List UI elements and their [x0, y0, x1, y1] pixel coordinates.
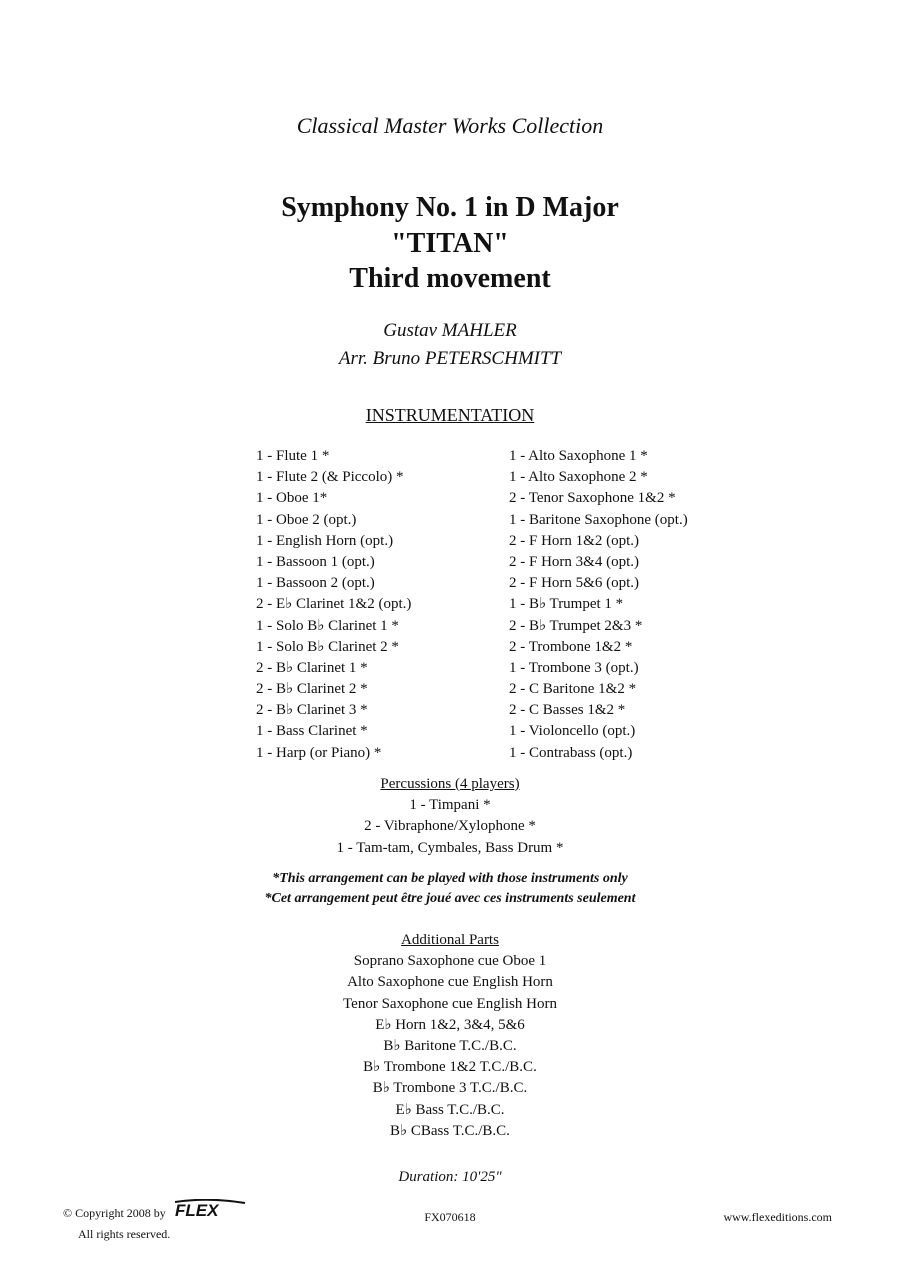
instrument-item: 2 - F Horn 5&6 (opt.) [509, 575, 639, 592]
arranger: Arr. Bruno PETERSCHMITT [338, 348, 562, 369]
additional-part-item: B♭ CBass T.C./B.C. [390, 1122, 510, 1139]
instrument-item: 2 - E♭ Clarinet 1&2 (opt.) [256, 596, 412, 613]
instrument-item: 1 - Solo B♭ Clarinet 2 * [256, 638, 399, 655]
note-french: *Cet arrangement peut être joué avec ces instruments seulement [264, 891, 636, 906]
additional-part-item: B♭ Baritone T.C./B.C. [383, 1037, 517, 1054]
additional-parts-heading: Additional Parts [401, 932, 499, 948]
instrument-item: 2 - B♭ Clarinet 3 * [256, 702, 368, 719]
instrument-item: 1 - Alto Saxophone 2 * [509, 469, 648, 486]
instrument-item: 2 - Tenor Saxophone 1&2 * [509, 490, 676, 507]
instrument-item: 1 - Baritone Saxophone (opt.) [509, 511, 688, 528]
instrument-notes [0, 869, 900, 909]
title-line-2: "TITAN" [391, 228, 509, 259]
copyright-text: © Copyright 2008 by [63, 1206, 166, 1220]
instrument-item: 1 - Bassoon 2 (opt.) [256, 575, 375, 592]
catalog-code: FX070618 [424, 1210, 476, 1224]
instrument-item: 1 - B♭ Trumpet 1 * [509, 596, 624, 613]
instrument-item: 2 - B♭ Clarinet 2 * [256, 681, 368, 698]
title-line-1: Symphony No. 1 in D Major [281, 192, 619, 223]
instrument-item: 1 - Bassoon 1 (opt.) [256, 553, 375, 570]
instrumentation-heading [0, 405, 900, 426]
additional-part-item: Soprano Saxophone cue Oboe 1 [353, 953, 547, 970]
collection-name: Classical Master Works Collection [296, 113, 604, 138]
percussion-item: 1 - Tam-tam, Cymbales, Bass Drum * [336, 839, 564, 856]
instrument-item: 1 - English Horn (opt.) [256, 532, 394, 549]
additional-part-item: E♭ Bass T.C./B.C. [395, 1101, 505, 1118]
instrument-item: 2 - F Horn 1&2 (opt.) [509, 532, 639, 549]
instrument-item: 2 - B♭ Clarinet 1 * [256, 659, 368, 676]
instrument-item: 1 - Bass Clarinet * [256, 723, 368, 740]
instrument-item: 1 - Solo B♭ Clarinet 1 * [256, 617, 399, 634]
instrument-item: 1 - Trombone 3 (opt.) [509, 659, 639, 676]
additional-part-item: B♭ Trombone 3 T.C./B.C. [372, 1080, 528, 1097]
instrument-item: 2 - Trombone 1&2 * [509, 638, 633, 655]
instrument-list-right [509, 446, 688, 764]
instrument-item: 1 - Alto Saxophone 1 * [509, 448, 648, 464]
instrument-item: 2 - C Baritone 1&2 * [509, 681, 637, 698]
note-english: *This arrangement can be played with those instruments only [272, 871, 628, 886]
percussion-section [0, 774, 900, 859]
percussion-item: 2 - Vibraphone/Xylophone * [364, 818, 536, 835]
instrument-item: 1 - Oboe 2 (opt.) [256, 511, 357, 528]
instrument-item: 1 - Oboe 1* [256, 490, 328, 507]
percussion-item: 1 - Timpani * [409, 797, 491, 814]
instrument-item: 1 - Flute 1 * [256, 448, 330, 464]
instrument-list-left [256, 446, 411, 764]
instrument-item: 2 - B♭ Trumpet 2&3 * [509, 617, 643, 634]
percussion-heading: Percussions (4 players) [380, 776, 520, 792]
additional-part-item: Tenor Saxophone cue English Horn [343, 995, 557, 1012]
instrument-item: 1 - Harp (or Piano) * [256, 744, 382, 761]
title-line-3: Third movement [349, 263, 551, 294]
additional-part-item: Alto Saxophone cue English Horn [347, 974, 553, 991]
additional-parts-section [0, 930, 900, 1142]
composer: Gustav MAHLER [383, 320, 517, 341]
instrument-item: 1 - Contrabass (opt.) [509, 744, 633, 761]
svg-text:FLEX: FLEX [174, 1201, 219, 1220]
instrument-item: 2 - F Horn 3&4 (opt.) [509, 553, 639, 570]
duration: Duration: 10'25" [398, 1169, 502, 1185]
instrument-item: 2 - C Basses 1&2 * [509, 702, 626, 719]
website-url: www.flexeditions.com [723, 1210, 832, 1224]
additional-part-item: B♭ Trombone 1&2 T.C./B.C. [363, 1059, 537, 1076]
rights-text: All rights reserved. [78, 1227, 171, 1241]
instrument-item: 1 - Flute 2 (& Piccolo) * [256, 469, 404, 486]
additional-part-item: E♭ Horn 1&2, 3&4, 5&6 [375, 1016, 525, 1033]
instrument-item: 1 - Violoncello (opt.) [509, 723, 636, 740]
instrumentation-heading-text: INSTRUMENTATION [365, 405, 535, 425]
